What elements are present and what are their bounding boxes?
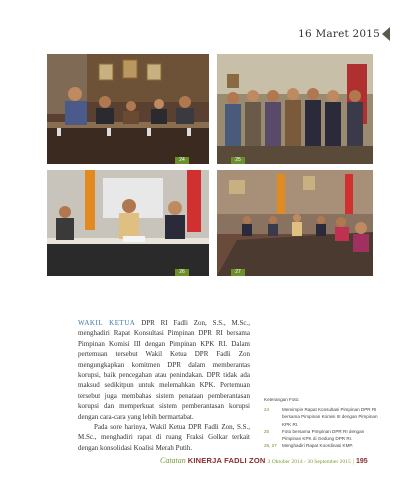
page-number: 195 [355,458,368,465]
caption-item [264,442,384,449]
footer-period: 3 Oktober 2014 - 30 September 2015 [267,459,351,465]
article-paragraph-2: Pada sore harinya, Wakil Ketua DPR Fadli Zon, S.S., M.Sc., menghadiri rapat di ruang Fraksi Golkar terkait dengan konsolidasi Koalisi Merah Putih. [78,423,250,452]
footer-prefix: Catatan [160,456,186,465]
caption-text: Foto bersama Pimpinan DPR RI dengan Pimpinan KPK di Gedung DPR RI. [282,428,365,442]
article-paragraph-1 [78,318,250,422]
lead-word: WAKIL KETUA [78,319,136,327]
caption-number: 24 [264,407,270,413]
photo-number-badge: 27 [231,269,245,276]
page-date: 16 Maret 2015 [298,28,380,40]
photo-26 [47,170,209,276]
page-footer [160,456,400,468]
photo-25 [217,54,373,164]
caption-text: Memimpin Rapat Konsultasi Pimpinan DPR RI bersama Pimpinan Komisi III dengan Pimpinan KPK RI. [282,407,378,427]
photo-number-badge: 25 [231,157,245,164]
photo-27 [217,170,373,276]
footer-separator: | [352,459,354,465]
caption-text: Menghadiri Rapat Koordinasi KMP. [282,443,354,449]
footer-brand: KINERJA FADLI ZON [187,456,266,465]
photo-captions [264,396,384,449]
article-body [78,318,250,453]
photo-number-badge: 24 [175,157,189,164]
caption-item [264,406,384,428]
photo-24 [47,54,209,164]
captions-title: Keterangan Foto: [264,397,300,402]
caption-item [264,428,384,442]
caption-number: 25 [264,428,270,434]
chevron-left-icon [382,27,390,41]
paragraph-text: DPR RI Fadli Zon, S.S., M.Sc., menghadiri Rapat Konsultasi Pimpinan DPR RI bersama Pimpinan Komisi III dengan Pimpinan KPK RI. Dalam pertemuan tersebut Wakil Ketua DPR Fadli Zon mengungkapkan komitmen DPR dalam memberantas korupsi, baik pencegahan atau penindakan. DPR tidak ada maksud sedikitpun untuk melemahkan KPK. Pertemuan tersebut juga membahas sistem penataan pemberantasan korupsi dan memperkuat sistem pemberantasan korupsi dengan cara-cara yang lebih bermartabat. [78,319,250,421]
photo-number-badge: 26 [175,269,189,276]
caption-number: 26, 27 [264,443,277,449]
